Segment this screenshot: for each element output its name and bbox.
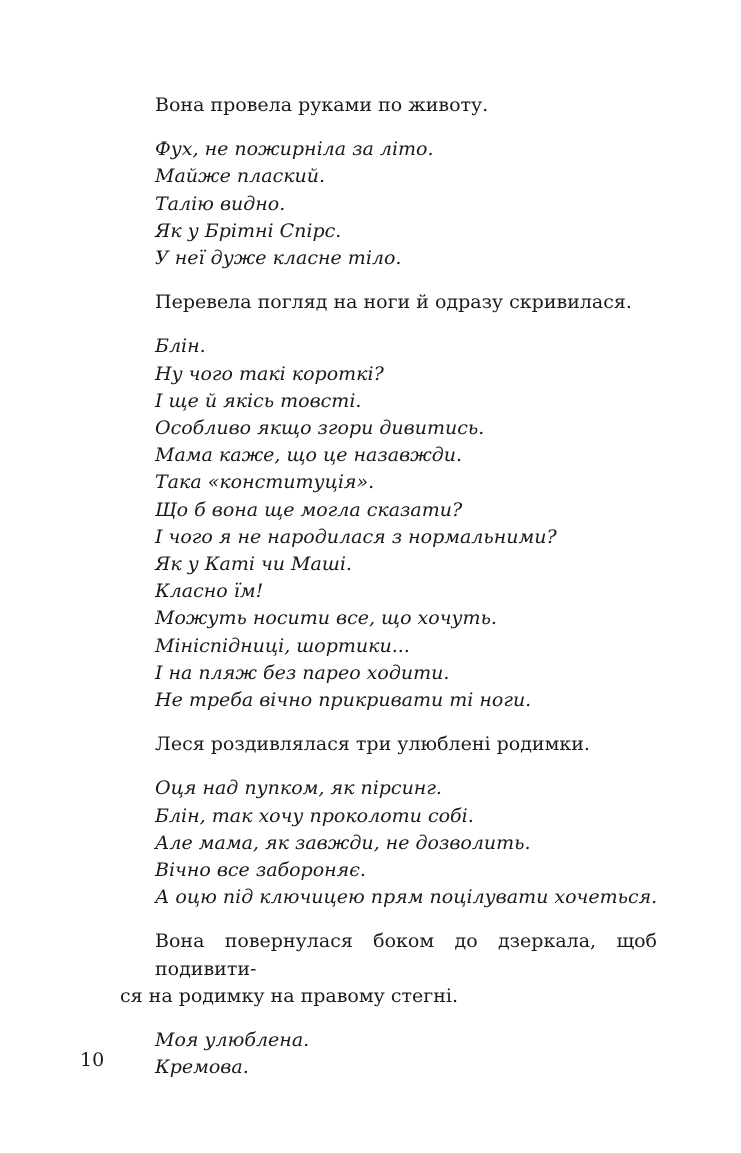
thought-line: Моя улюблена.	[155, 1029, 310, 1052]
thought-line: Можуть носити все, що хочуть.	[155, 607, 497, 630]
thought-line: Класно їм!	[155, 580, 264, 603]
narrative-line: ся на родимку на правому стегні.	[120, 984, 458, 1007]
page-number: 10	[80, 1049, 105, 1071]
thought-line: Що б вона ще могла сказати?	[155, 498, 463, 521]
narrative-line: Вона повернулася боком до дзеркала, щоб подивити-	[155, 930, 657, 980]
thought-line: Вічно все забороняє.	[155, 859, 366, 882]
narrative-line: Леся роздивлялася три улюблені родимки.	[155, 733, 590, 756]
thought-line: Ну чого такі короткі?	[155, 362, 384, 385]
thought-line: Кремова.	[155, 1056, 249, 1079]
thought-line: Блін, так хочу проколоти собі.	[155, 804, 474, 827]
thought-line: Така «конституція».	[155, 471, 375, 494]
thought-line: Майже плаский.	[155, 165, 326, 188]
page-text	[120, 92, 665, 1082]
thought-line: І ще й якісь товсті.	[155, 389, 362, 412]
thought-block-3	[155, 775, 665, 911]
thought-line: Оця над пупком, як пірсинг.	[155, 777, 442, 800]
thought-line: І на пляж без парео ходити.	[155, 661, 450, 684]
thought-line: Блін.	[155, 335, 206, 358]
thought-line: І чого я не народилася з нормальними?	[155, 525, 557, 548]
narrative-line: Перевела погляд на ноги й одразу скривилася.	[155, 291, 632, 314]
thought-block-4	[155, 1027, 665, 1081]
thought-line: А оцю під ключицею прям поцілувати хочеться.	[155, 886, 658, 909]
thought-block-1	[155, 136, 665, 272]
thought-line: Мініспідниці, шортики...	[155, 634, 410, 657]
thought-line: Мама каже, що це назавжди.	[155, 444, 463, 467]
narrative-line: Вона провела руками по животу.	[155, 94, 489, 116]
thought-line: Талію видно.	[155, 192, 286, 215]
thought-line: Але мама, як завжди, не дозволить.	[155, 831, 531, 854]
thought-line: Як у Брітні Спірс.	[155, 219, 342, 242]
thought-line: Не треба вічно прикривати ті ноги.	[155, 689, 532, 712]
thought-block-2	[155, 333, 665, 714]
thought-line: Як у Каті чи Маші.	[155, 553, 352, 576]
thought-line: Фух, не пожирніла за літо.	[155, 138, 434, 161]
thought-line: У неї дуже класне тіло.	[155, 247, 402, 270]
thought-line: Особливо якщо згори дивитись.	[155, 417, 485, 440]
